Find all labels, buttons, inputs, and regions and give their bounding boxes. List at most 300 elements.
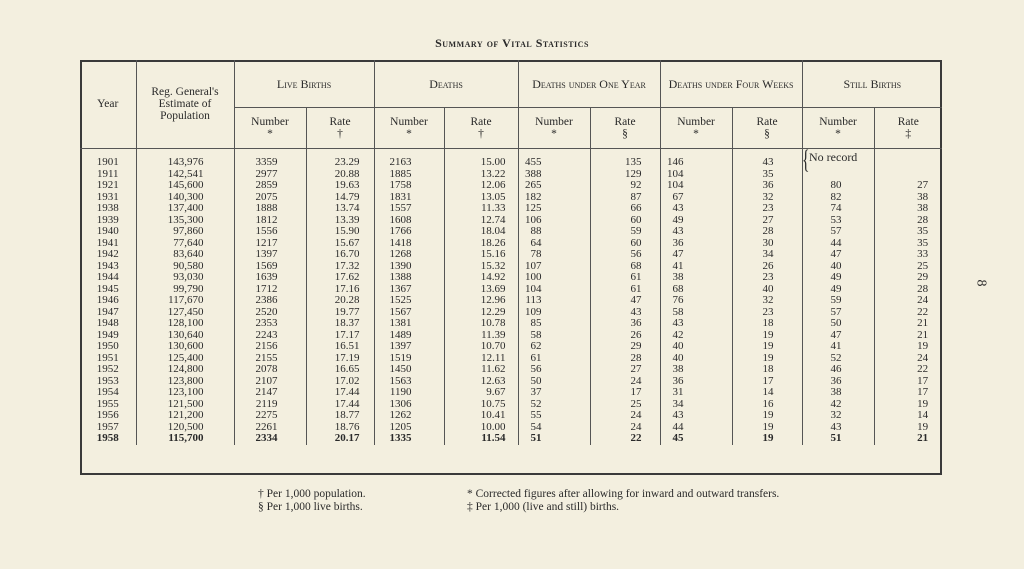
cell-deaths-four-weeks-rate: 19 xyxy=(732,422,802,434)
cell-deaths-four-weeks-number: 36 xyxy=(660,376,732,388)
cell-still-births-number: 51 xyxy=(802,433,874,445)
table-row xyxy=(80,330,942,342)
cell-still-births-number: 47 xyxy=(802,249,874,261)
cell-still-births-rate: 35 xyxy=(874,238,942,250)
cell-still-births-rate: 22 xyxy=(874,364,942,376)
cell-deaths-rate: 10.78 xyxy=(444,318,518,330)
cell-deaths-number: 1525 xyxy=(374,295,444,307)
cell-year: 1956 xyxy=(96,409,119,422)
cell-still-births-number: 41 xyxy=(802,341,874,353)
cell-deaths-four-weeks-number: 38 xyxy=(660,272,732,284)
cell-live-births-rate: 17.44 xyxy=(306,387,374,399)
cell-deaths-four-weeks-rate: 16 xyxy=(732,399,802,411)
cell-live-births-rate: 17.19 xyxy=(306,353,374,365)
cell-still-births-number: 82 xyxy=(802,192,874,204)
cell-live-births-number: 2107 xyxy=(234,376,306,388)
cell-year: 1901 xyxy=(96,156,119,169)
cell-deaths-one-year-rate: 68 xyxy=(590,261,660,273)
cell-live-births-rate: 15.67 xyxy=(306,238,374,250)
cell-still-births-rate: 21 xyxy=(874,318,942,330)
cell-live-births-number: 1812 xyxy=(234,215,306,227)
cell-live-births-number: 1569 xyxy=(234,261,306,273)
cell-still-births-rate: 19 xyxy=(874,399,942,411)
cell-deaths-rate: 12.74 xyxy=(444,215,518,227)
cell-deaths-one-year-number: 107 xyxy=(518,261,590,273)
cell-deaths-one-year-number: 113 xyxy=(518,295,590,307)
cell-population: 115,700 xyxy=(136,433,234,445)
cell-live-births-rate: 15.90 xyxy=(306,226,374,238)
cell-year: 1947 xyxy=(96,305,119,318)
cell-live-births-rate: 13.39 xyxy=(306,215,374,227)
cell-deaths-four-weeks-number: 58 xyxy=(660,307,732,319)
cell-live-births-rate: 23.29 xyxy=(306,157,374,169)
cell-still-births-number: 47 xyxy=(802,330,874,342)
cell-deaths-one-year-rate: 24 xyxy=(590,422,660,434)
cell-live-births-rate: 20.17 xyxy=(306,433,374,445)
cell-deaths-four-weeks-rate: 19 xyxy=(732,353,802,365)
cell-deaths-four-weeks-number: 43 xyxy=(660,318,732,330)
subheader-rate: Rate § xyxy=(590,108,660,149)
cell-live-births-rate: 16.51 xyxy=(306,341,374,353)
cell-deaths-four-weeks-number: 36 xyxy=(660,238,732,250)
page-title: Summary of Vital Statistics xyxy=(435,36,589,50)
cell-deaths-four-weeks-rate: 32 xyxy=(732,295,802,307)
cell-deaths-four-weeks-rate: 23 xyxy=(732,272,802,284)
cell-year: 1945 xyxy=(96,282,119,295)
cell-still-births-rate: 38 xyxy=(874,203,942,215)
cell-deaths-rate: 9.67 xyxy=(444,387,518,399)
cell-population: 145,600 xyxy=(136,180,234,192)
cell-deaths-one-year-number: 100 xyxy=(518,272,590,284)
cell-live-births-number: 3359 xyxy=(234,157,306,169)
cell-deaths-rate: 11.62 xyxy=(444,364,518,376)
cell-live-births-rate: 20.88 xyxy=(306,169,374,181)
cell-deaths-four-weeks-rate: 23 xyxy=(732,203,802,215)
cell-population: 140,300 xyxy=(136,192,234,204)
cell-still-births-rate: 25 xyxy=(874,261,942,273)
cell-population: 123,100 xyxy=(136,387,234,399)
cell-deaths-four-weeks-rate: 19 xyxy=(732,341,802,353)
cell-deaths-four-weeks-rate: 27 xyxy=(732,215,802,227)
cell-year: 1950 xyxy=(96,340,119,353)
cell-still-births-number: 40 xyxy=(802,261,874,273)
cell-deaths-four-weeks-number: 43 xyxy=(660,410,732,422)
cell-deaths-one-year-number: 125 xyxy=(518,203,590,215)
subheader-number: Number * xyxy=(234,108,306,149)
header-deaths-under-one-year: Deaths under One Year xyxy=(518,60,660,108)
cell-deaths-number: 1306 xyxy=(374,399,444,411)
cell-deaths-rate: 11.54 xyxy=(444,433,518,445)
no-record-note: No record xyxy=(809,150,858,164)
table-row xyxy=(80,399,942,411)
table-row xyxy=(80,410,942,422)
cell-still-births-number: 44 xyxy=(802,238,874,250)
cell-year: 1941 xyxy=(96,236,119,249)
cell-deaths-four-weeks-rate: 18 xyxy=(732,364,802,376)
table-row xyxy=(80,422,942,434)
cell-population: 143,976 xyxy=(136,157,234,169)
cell-population: 99,790 xyxy=(136,284,234,296)
cell-still-births-rate: 28 xyxy=(874,284,942,296)
table-row xyxy=(80,180,942,192)
cell-population: 130,600 xyxy=(136,341,234,353)
cell-still-births-rate: 35 xyxy=(874,226,942,238)
cell-live-births-number: 2243 xyxy=(234,330,306,342)
brace-symbol: { xyxy=(802,145,810,174)
footnote-section: § Per 1,000 live births. xyxy=(258,501,363,513)
cell-deaths-one-year-number: 62 xyxy=(518,341,590,353)
cell-still-births-number: 38 xyxy=(802,387,874,399)
table-row xyxy=(80,215,942,227)
cell-deaths-number: 1563 xyxy=(374,376,444,388)
cell-deaths-four-weeks-number: 76 xyxy=(660,295,732,307)
cell-live-births-number: 2261 xyxy=(234,422,306,434)
cell-still-births-rate: 19 xyxy=(874,422,942,434)
cell-live-births-number: 2078 xyxy=(234,364,306,376)
cell-deaths-number: 1766 xyxy=(374,226,444,238)
cell-population: 97,860 xyxy=(136,226,234,238)
cell-deaths-one-year-rate: 43 xyxy=(590,307,660,319)
cell-live-births-number: 2119 xyxy=(234,399,306,411)
cell-still-births-rate: 17 xyxy=(874,387,942,399)
cell-deaths-one-year-number: 455 xyxy=(518,157,590,169)
cell-deaths-one-year-rate: 66 xyxy=(590,203,660,215)
cell-population: 125,400 xyxy=(136,353,234,365)
table-row xyxy=(80,238,942,250)
cell-live-births-number: 2353 xyxy=(234,318,306,330)
cell-still-births-rate: 22 xyxy=(874,307,942,319)
cell-deaths-one-year-rate: 60 xyxy=(590,215,660,227)
cell-live-births-number: 1217 xyxy=(234,238,306,250)
cell-deaths-four-weeks-rate: 23 xyxy=(732,307,802,319)
cell-deaths-one-year-rate: 129 xyxy=(590,169,660,181)
vital-statistics-table xyxy=(80,60,942,445)
cell-deaths-rate: 10.00 xyxy=(444,422,518,434)
page-number: 8 xyxy=(973,279,989,287)
cell-deaths-one-year-rate: 56 xyxy=(590,249,660,261)
cell-deaths-four-weeks-number: 45 xyxy=(660,433,732,445)
cell-still-births-rate: 24 xyxy=(874,295,942,307)
cell-deaths-one-year-number: 106 xyxy=(518,215,590,227)
cell-year: 1957 xyxy=(96,420,119,433)
cell-live-births-rate: 16.70 xyxy=(306,249,374,261)
cell-deaths-four-weeks-rate: 28 xyxy=(732,226,802,238)
cell-live-births-rate: 18.76 xyxy=(306,422,374,434)
table-row xyxy=(80,261,942,273)
table-row xyxy=(80,226,942,238)
cell-deaths-one-year-rate: 92 xyxy=(590,180,660,192)
cell-deaths-one-year-number: 388 xyxy=(518,169,590,181)
cell-live-births-rate: 17.32 xyxy=(306,261,374,273)
cell-live-births-number: 2977 xyxy=(234,169,306,181)
cell-deaths-one-year-number: 265 xyxy=(518,180,590,192)
cell-deaths-one-year-rate: 27 xyxy=(590,364,660,376)
cell-deaths-four-weeks-number: 104 xyxy=(660,180,732,192)
cell-deaths-rate: 15.16 xyxy=(444,249,518,261)
cell-deaths-one-year-rate: 22 xyxy=(590,433,660,445)
cell-deaths-number: 1831 xyxy=(374,192,444,204)
cell-deaths-rate: 12.63 xyxy=(444,376,518,388)
cell-still-births-rate: 28 xyxy=(874,215,942,227)
subheader-number: Number * xyxy=(660,108,732,149)
cell-year: 1943 xyxy=(96,259,119,272)
cell-deaths-four-weeks-number: 67 xyxy=(660,192,732,204)
cell-deaths-one-year-number: 109 xyxy=(518,307,590,319)
cell-population: 137,400 xyxy=(136,203,234,215)
cell-deaths-one-year-number: 61 xyxy=(518,353,590,365)
cell-deaths-rate: 18.26 xyxy=(444,238,518,250)
cell-deaths-one-year-rate: 29 xyxy=(590,341,660,353)
cell-deaths-rate: 12.06 xyxy=(444,180,518,192)
cell-population: 121,500 xyxy=(136,399,234,411)
cell-deaths-one-year-number: 85 xyxy=(518,318,590,330)
cell-deaths-number: 1367 xyxy=(374,284,444,296)
cell-deaths-number: 1885 xyxy=(374,169,444,181)
cell-deaths-one-year-number: 54 xyxy=(518,422,590,434)
table-row xyxy=(80,192,942,204)
cell-deaths-number: 1388 xyxy=(374,272,444,284)
subheader-number: Number * xyxy=(374,108,444,149)
cell-deaths-one-year-rate: 61 xyxy=(590,272,660,284)
cell-population: 142,541 xyxy=(136,169,234,181)
cell-live-births-rate: 19.77 xyxy=(306,307,374,319)
footnotes-left xyxy=(258,488,366,514)
cell-deaths-number: 1262 xyxy=(374,410,444,422)
header-deaths-under-four-weeks: Deaths under Four Weeks xyxy=(660,60,802,108)
cell-deaths-rate: 11.39 xyxy=(444,330,518,342)
cell-live-births-rate: 13.74 xyxy=(306,203,374,215)
cell-deaths-four-weeks-rate: 19 xyxy=(732,330,802,342)
cell-deaths-four-weeks-rate: 18 xyxy=(732,318,802,330)
header-population: Reg. General's Estimate of Population xyxy=(136,60,234,149)
cell-deaths-one-year-number: 51 xyxy=(518,433,590,445)
cell-still-births-number: 49 xyxy=(802,272,874,284)
cell-deaths-one-year-number: 182 xyxy=(518,192,590,204)
cell-live-births-number: 1639 xyxy=(234,272,306,284)
cell-still-births-rate: 33 xyxy=(874,249,942,261)
cell-deaths-four-weeks-number: 40 xyxy=(660,353,732,365)
cell-still-births-rate: 29 xyxy=(874,272,942,284)
cell-live-births-number: 1397 xyxy=(234,249,306,261)
cell-live-births-number: 1556 xyxy=(234,226,306,238)
cell-deaths-one-year-number: 78 xyxy=(518,249,590,261)
cell-population: 83,640 xyxy=(136,249,234,261)
header-year: Year xyxy=(80,60,136,149)
cell-deaths-rate: 12.96 xyxy=(444,295,518,307)
cell-population: 128,100 xyxy=(136,318,234,330)
cell-deaths-rate: 13.22 xyxy=(444,169,518,181)
cell-year: 1948 xyxy=(96,317,119,330)
cell-year: 1955 xyxy=(96,397,119,410)
cell-year: 1944 xyxy=(96,271,119,284)
cell-deaths-number: 1268 xyxy=(374,249,444,261)
cell-year: 1951 xyxy=(96,351,119,364)
table-row xyxy=(80,284,942,296)
cell-deaths-one-year-rate: 24 xyxy=(590,376,660,388)
cell-live-births-number: 2155 xyxy=(234,353,306,365)
cell-deaths-one-year-rate: 61 xyxy=(590,284,660,296)
cell-year: 1940 xyxy=(96,225,119,238)
cell-deaths-one-year-rate: 60 xyxy=(590,238,660,250)
cell-deaths-number: 1190 xyxy=(374,387,444,399)
cell-deaths-four-weeks-number: 31 xyxy=(660,387,732,399)
subheader-rate: Rate § xyxy=(732,108,802,149)
cell-deaths-rate: 10.75 xyxy=(444,399,518,411)
cell-still-births-rate: 21 xyxy=(874,433,942,445)
table-row xyxy=(80,318,942,330)
header-still-births: Still Births xyxy=(802,60,942,108)
cell-still-births-rate: 21 xyxy=(874,330,942,342)
cell-live-births-rate: 14.79 xyxy=(306,192,374,204)
cell-deaths-rate: 18.04 xyxy=(444,226,518,238)
cell-deaths-one-year-number: 50 xyxy=(518,376,590,388)
cell-deaths-four-weeks-rate: 19 xyxy=(732,433,802,445)
cell-population: 124,800 xyxy=(136,364,234,376)
cell-deaths-four-weeks-rate: 35 xyxy=(732,169,802,181)
cell-still-births-rate: 24 xyxy=(874,353,942,365)
cell-deaths-four-weeks-number: 49 xyxy=(660,215,732,227)
cell-still-births-number: 32 xyxy=(802,410,874,422)
cell-population: 77,640 xyxy=(136,238,234,250)
cell-year: 1949 xyxy=(96,328,119,341)
cell-year: 1921 xyxy=(96,179,119,192)
table-row xyxy=(80,203,942,215)
footnotes-right xyxy=(467,488,779,514)
cell-population: 90,580 xyxy=(136,261,234,273)
cell-deaths-number: 2163 xyxy=(374,157,444,169)
cell-deaths-four-weeks-number: 43 xyxy=(660,203,732,215)
cell-live-births-number: 2075 xyxy=(234,192,306,204)
cell-deaths-rate: 12.29 xyxy=(444,307,518,319)
cell-deaths-four-weeks-number: 38 xyxy=(660,364,732,376)
cell-deaths-number: 1489 xyxy=(374,330,444,342)
cell-deaths-one-year-number: 52 xyxy=(518,399,590,411)
subheader-number: Number * xyxy=(802,108,874,149)
cell-deaths-one-year-number: 64 xyxy=(518,238,590,250)
cell-still-births-number: 46 xyxy=(802,364,874,376)
cell-deaths-four-weeks-number: 43 xyxy=(660,226,732,238)
cell-still-births-number: 80 xyxy=(802,180,874,192)
cell-still-births-rate: 19 xyxy=(874,341,942,353)
table-row xyxy=(80,307,942,319)
cell-deaths-rate: 14.92 xyxy=(444,272,518,284)
cell-live-births-number: 2147 xyxy=(234,387,306,399)
cell-deaths-number: 1418 xyxy=(374,238,444,250)
cell-year: 1953 xyxy=(96,374,119,387)
cell-still-births-rate xyxy=(874,157,942,169)
cell-deaths-four-weeks-number: 146 xyxy=(660,157,732,169)
cell-live-births-number: 2859 xyxy=(234,180,306,192)
cell-still-births-rate: 17 xyxy=(874,376,942,388)
table-row xyxy=(80,272,942,284)
cell-deaths-one-year-number: 58 xyxy=(518,330,590,342)
table-row xyxy=(80,249,942,261)
cell-deaths-number: 1758 xyxy=(374,180,444,192)
cell-still-births-rate: 27 xyxy=(874,180,942,192)
cell-population: 120,500 xyxy=(136,422,234,434)
cell-live-births-number: 2275 xyxy=(234,410,306,422)
cell-deaths-number: 1335 xyxy=(374,433,444,445)
cell-still-births-number: 57 xyxy=(802,226,874,238)
cell-year: 1952 xyxy=(96,363,119,376)
cell-live-births-rate: 16.65 xyxy=(306,364,374,376)
cell-still-births-number: 53 xyxy=(802,215,874,227)
table-row xyxy=(80,169,942,181)
cell-deaths-rate: 12.11 xyxy=(444,353,518,365)
cell-deaths-rate: 10.41 xyxy=(444,410,518,422)
cell-deaths-one-year-number: 55 xyxy=(518,410,590,422)
cell-deaths-four-weeks-number: 68 xyxy=(660,284,732,296)
cell-live-births-rate: 17.44 xyxy=(306,399,374,411)
cell-still-births-number: 52 xyxy=(802,353,874,365)
cell-deaths-four-weeks-rate: 17 xyxy=(732,376,802,388)
cell-deaths-number: 1557 xyxy=(374,203,444,215)
cell-live-births-number: 1888 xyxy=(234,203,306,215)
subheader-rate: Rate † xyxy=(444,108,518,149)
cell-deaths-one-year-rate: 17 xyxy=(590,387,660,399)
cell-deaths-number: 1381 xyxy=(374,318,444,330)
cell-live-births-rate: 18.77 xyxy=(306,410,374,422)
cell-still-births-rate: 14 xyxy=(874,410,942,422)
cell-live-births-rate: 17.62 xyxy=(306,272,374,284)
cell-deaths-four-weeks-number: 40 xyxy=(660,341,732,353)
cell-live-births-rate: 17.16 xyxy=(306,284,374,296)
cell-deaths-one-year-rate: 26 xyxy=(590,330,660,342)
table-row xyxy=(80,433,942,445)
subheader-rate: Rate † xyxy=(306,108,374,149)
cell-deaths-rate: 15.32 xyxy=(444,261,518,273)
cell-deaths-one-year-rate: 87 xyxy=(590,192,660,204)
cell-deaths-four-weeks-number: 44 xyxy=(660,422,732,434)
cell-year: 1946 xyxy=(96,294,119,307)
cell-deaths-number: 1397 xyxy=(374,341,444,353)
cell-population: 123,800 xyxy=(136,376,234,388)
cell-deaths-four-weeks-number: 41 xyxy=(660,261,732,273)
cell-population: 93,030 xyxy=(136,272,234,284)
cell-deaths-one-year-number: 37 xyxy=(518,387,590,399)
cell-deaths-one-year-rate: 24 xyxy=(590,410,660,422)
cell-deaths-four-weeks-rate: 34 xyxy=(732,249,802,261)
cell-deaths-four-weeks-rate: 26 xyxy=(732,261,802,273)
cell-live-births-rate: 19.63 xyxy=(306,180,374,192)
cell-live-births-number: 2386 xyxy=(234,295,306,307)
cell-live-births-number: 2334 xyxy=(234,433,306,445)
cell-live-births-number: 2520 xyxy=(234,307,306,319)
table-row xyxy=(80,341,942,353)
cell-deaths-one-year-rate: 135 xyxy=(590,157,660,169)
cell-live-births-rate: 20.28 xyxy=(306,295,374,307)
cell-still-births-rate: 38 xyxy=(874,192,942,204)
cell-live-births-rate: 18.37 xyxy=(306,318,374,330)
footnote-star: * Corrected figures after allowing for inward and outward transfers. xyxy=(467,488,780,500)
cell-deaths-number: 1567 xyxy=(374,307,444,319)
footnote-ddagger: ‡ Per 1,000 (live and still) births. xyxy=(467,501,620,513)
table-row xyxy=(80,387,942,399)
cell-deaths-one-year-number: 56 xyxy=(518,364,590,376)
cell-deaths-four-weeks-rate: 30 xyxy=(732,238,802,250)
cell-deaths-number: 1450 xyxy=(374,364,444,376)
cell-deaths-number: 1205 xyxy=(374,422,444,434)
cell-deaths-four-weeks-rate: 19 xyxy=(732,410,802,422)
cell-deaths-number: 1608 xyxy=(374,215,444,227)
cell-deaths-rate: 15.00 xyxy=(444,157,518,169)
cell-deaths-four-weeks-number: 42 xyxy=(660,330,732,342)
table-row xyxy=(80,364,942,376)
cell-deaths-one-year-rate: 28 xyxy=(590,353,660,365)
cell-deaths-rate: 13.69 xyxy=(444,284,518,296)
cell-deaths-four-weeks-rate: 43 xyxy=(732,157,802,169)
cell-deaths-rate: 11.33 xyxy=(444,203,518,215)
